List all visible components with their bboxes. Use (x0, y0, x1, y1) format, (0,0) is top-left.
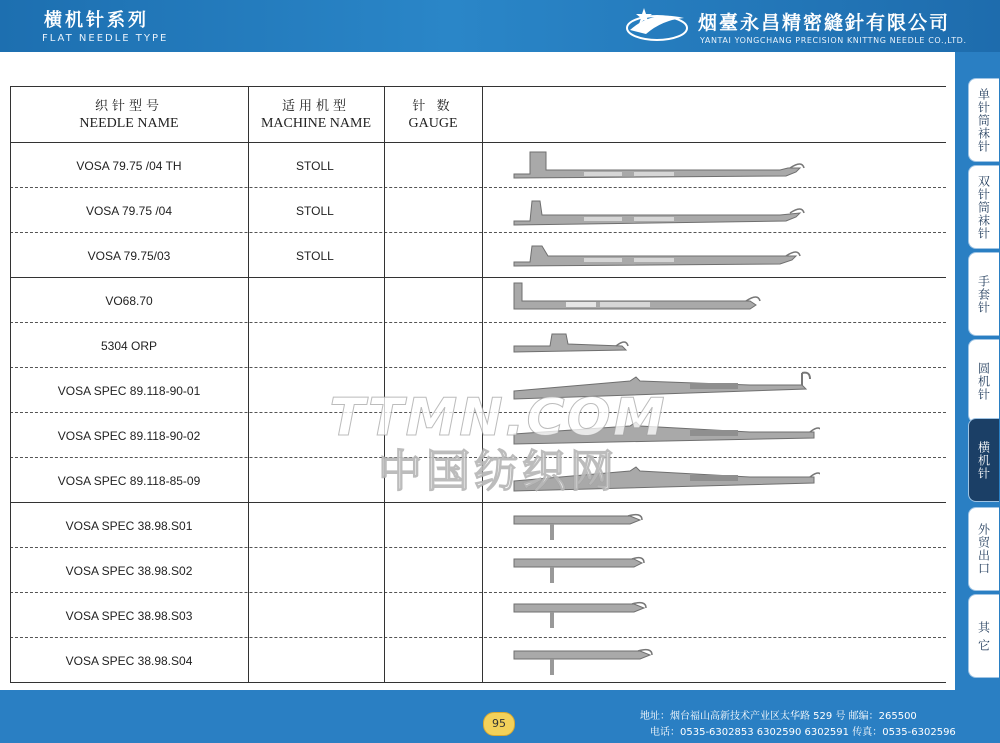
header-machine-name-en: MACHINE NAME (260, 116, 372, 131)
tab-label: 其 它 (976, 620, 991, 652)
table-top-border (10, 86, 946, 87)
tab-label: 单针筒袜针 (976, 87, 991, 153)
footer-address: 地址：烟台福山高新技术产业区太华路 529 号 邮编：265500 (640, 711, 917, 722)
cell-needle-name: VOSA SPEC 89.118-85-09 (57, 473, 201, 488)
needle-image-vosa-spec-89-118-90-01 (510, 371, 820, 411)
cell-needle-name: VOSA 79.75/03 (87, 248, 171, 263)
header-needle-name-zh: 织针型号 (94, 98, 163, 113)
cell-needle-name: VOSA SPEC 89.118-90-01 (57, 383, 201, 398)
header-machine-name (248, 97, 384, 133)
tab-single-cylinder-sock[interactable] (968, 78, 999, 162)
cell-machine-name: STOLL (296, 248, 334, 263)
tab-label: 双针筒袜针 (976, 174, 991, 240)
needle-image-vosa-spec-38-98-s03 (510, 596, 810, 636)
header-gauge-en: GAUGE (408, 116, 458, 131)
tab-label: 圆机针 (976, 361, 991, 401)
needle-image-vo68-70 (510, 281, 810, 321)
series-title: 横机针系列 (44, 10, 149, 31)
tab-circular[interactable] (968, 339, 999, 423)
cell-needle-name: VOSA 79.75 /04 (85, 203, 173, 218)
needle-image-vosa-79-75-04 (510, 191, 810, 231)
cell-needle-name: VOSA SPEC 38.98.S03 (65, 608, 193, 623)
series-subtitle: FLAT NEEDLE TYPE (42, 33, 169, 44)
tab-other[interactable] (968, 594, 999, 678)
col-border (384, 86, 385, 682)
tab-export[interactable] (968, 507, 999, 591)
header-gauge (384, 97, 482, 133)
needle-table (10, 86, 946, 682)
company-logo-icon (622, 4, 692, 48)
tab-double-cylinder-sock[interactable] (968, 165, 999, 249)
tab-glove[interactable] (968, 252, 999, 336)
footer-phone: 电话：0535-6302853 6302590 6302591 传真：0535-6302596 (650, 727, 956, 738)
header-machine-name-zh: 适用机型 (281, 98, 350, 113)
needle-image-vosa-79-75-04-th (510, 146, 810, 186)
cell-needle-name: VOSA SPEC 89.118-90-02 (57, 428, 201, 443)
needle-image-vosa-spec-89-118-85-09 (510, 461, 820, 501)
tab-label: 横机针 (976, 440, 991, 480)
cell-needle-name: VOSA SPEC 38.98.S02 (65, 563, 193, 578)
company-name-en: YANTAI YONGCHANG PRECISION KNITTNG NEEDLE CO.,LTD. (700, 36, 967, 45)
needle-image-vosa-79-75-03 (510, 236, 810, 276)
needle-image-vosa-spec-89-118-90-02 (510, 416, 820, 456)
page-number: 95 (483, 712, 515, 736)
tab-flat[interactable] (968, 418, 999, 502)
cell-machine-name: STOLL (296, 203, 334, 218)
header-needle-name (10, 97, 248, 133)
page-header (0, 0, 1000, 52)
header-gauge-zh: 针 数 (412, 98, 454, 113)
cell-needle-name: VOSA SPEC 38.98.S01 (65, 518, 193, 533)
company-name: 烟臺永昌精密縫針有限公司 (698, 12, 951, 34)
needle-image-vosa-spec-38-98-s01 (510, 506, 810, 546)
watermark-text-zh: 中国纺织网 (378, 446, 618, 497)
needle-image-5304-orp (510, 326, 810, 366)
needle-image-vosa-spec-38-98-s04 (510, 641, 810, 681)
cell-needle-name: VOSA 79.75 /04 TH (76, 158, 182, 173)
watermark-text: TTMN.COM (329, 388, 667, 448)
col-border (482, 86, 483, 682)
header-needle-name-en: NEEDLE NAME (79, 116, 179, 131)
needle-image-vosa-spec-38-98-s02 (510, 551, 810, 591)
cell-needle-name: 5304 ORP (100, 338, 158, 353)
tab-label: 外贸出口 (976, 523, 991, 575)
cell-needle-name: VOSA SPEC 38.98.S04 (65, 653, 193, 668)
cell-machine-name: STOLL (296, 158, 334, 173)
tab-label: 手套针 (976, 274, 991, 314)
cell-needle-name: VO68.70 (105, 293, 153, 308)
